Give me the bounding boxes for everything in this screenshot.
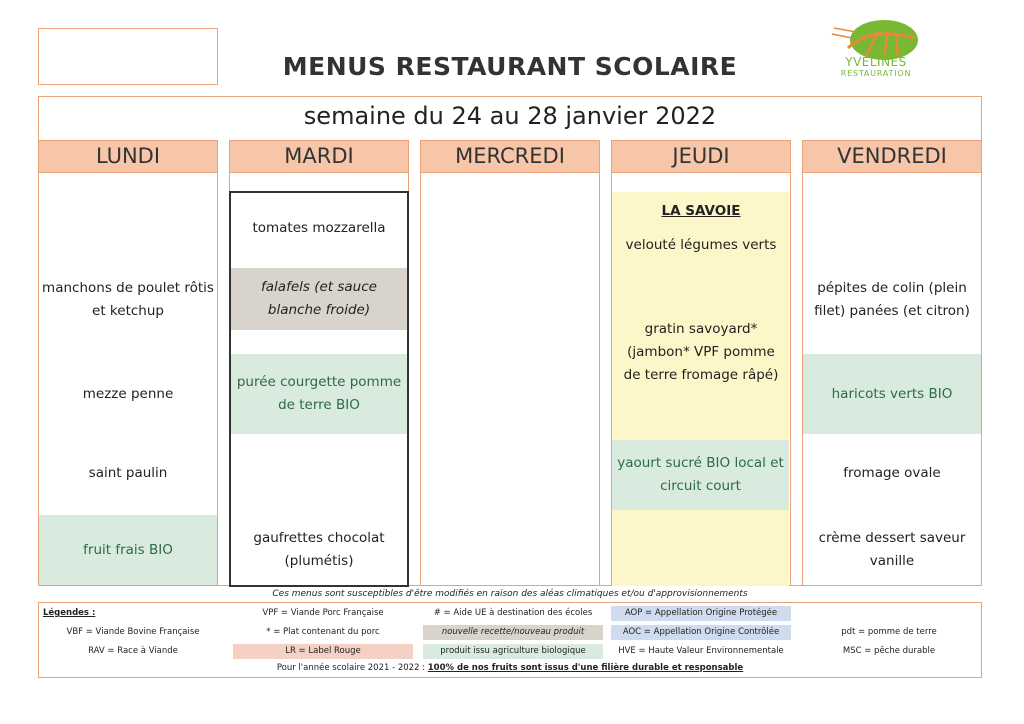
mardi-dessert: gaufrettes chocolat (plumétis) bbox=[253, 530, 385, 569]
vendredi-plat: pépites de colin (plein filet) panées (et citron) bbox=[814, 280, 970, 319]
week-label: semaine du 24 au 28 janvier 2022 bbox=[303, 102, 717, 130]
day-header-jeudi: JEUDI bbox=[611, 140, 791, 173]
mardi-plat: falafels (et sauce blanche froide) bbox=[230, 268, 408, 330]
lundi-accompagnement: mezze penne bbox=[82, 385, 174, 402]
disclaimer: Ces menus sont susceptibles d'être modifiés en raison des aléas climatiques et/ou d'approvisionnements bbox=[272, 589, 748, 599]
legend-aop: AOP = Appellation Origine Protégée bbox=[611, 606, 791, 621]
legend-title: Légendes : bbox=[43, 608, 96, 618]
legend-lr: LR = Label Rouge bbox=[233, 644, 413, 659]
lundi-dessert: fruit frais BIO bbox=[39, 515, 217, 585]
vendredi-dessert: crème dessert saveur vanille bbox=[818, 530, 966, 569]
empty-header-box bbox=[38, 28, 218, 85]
mardi-entree: tomates mozzarella bbox=[252, 219, 386, 236]
day-header-vendredi: VENDREDI bbox=[802, 140, 982, 173]
legend-vbf: VBF = Viande Bovine Française bbox=[66, 627, 200, 637]
logo-line1: YVELINES bbox=[845, 55, 907, 69]
day-header-mardi: MARDI bbox=[229, 140, 409, 173]
vendredi-accompagnement: haricots verts BIO bbox=[803, 354, 981, 434]
legend-aoc: AOC = Appellation Origine Contrôlée bbox=[611, 625, 791, 640]
legend-vpf: VPF = Viande Porc Française bbox=[262, 608, 384, 618]
legend-porc: * = Plat contenant du porc bbox=[266, 627, 380, 637]
footer-bold: 100% de nos fruits sont issus d'une filière durable et responsable bbox=[427, 663, 744, 673]
jeudi-plat: gratin savoyard* (jambon* VPF pomme de terre fromage râpé) bbox=[623, 320, 779, 383]
lundi-plat: manchons de poulet rôtis et ketchup bbox=[42, 280, 214, 319]
logo-line2: RESTAURATION bbox=[840, 69, 912, 78]
column-mercredi bbox=[420, 140, 600, 586]
footer-prefix: Pour l'année scolaire 2021 - 2022 : bbox=[276, 663, 426, 673]
lundi-fromage: saint paulin bbox=[88, 464, 168, 481]
legend-bio: produit issu agriculture biologique bbox=[423, 644, 603, 659]
legend-pdt: pdt = pomme de terre bbox=[841, 627, 937, 637]
vendredi-fromage: fromage ovale bbox=[843, 464, 941, 481]
mardi-accompagnement: purée courgette pomme de terre BIO bbox=[230, 354, 408, 434]
legend-msc: MSC = pêche durable bbox=[842, 646, 936, 656]
page-title: MENUS RESTAURANT SCOLAIRE bbox=[282, 52, 738, 81]
logo-text bbox=[826, 57, 926, 79]
jeudi-theme: LA SAVOIE bbox=[661, 202, 741, 219]
jeudi-entree: velouté légumes verts bbox=[625, 236, 777, 253]
mardi-highlight-box bbox=[229, 191, 409, 587]
legend-hve: HVE = Haute Valeur Environnementale bbox=[618, 646, 784, 656]
day-header-lundi: LUNDI bbox=[38, 140, 218, 173]
legend-footer bbox=[38, 663, 982, 673]
day-header-mercredi: MERCREDI bbox=[420, 140, 600, 173]
legend-rav: RAV = Race à Viande bbox=[88, 646, 178, 656]
legend-aide: # = Aide UE à destination des écoles bbox=[433, 608, 593, 618]
legend-nouveau: nouvelle recette/nouveau produit bbox=[423, 625, 603, 640]
jeudi-dessert: yaourt sucré BIO local et circuit court bbox=[612, 440, 789, 510]
